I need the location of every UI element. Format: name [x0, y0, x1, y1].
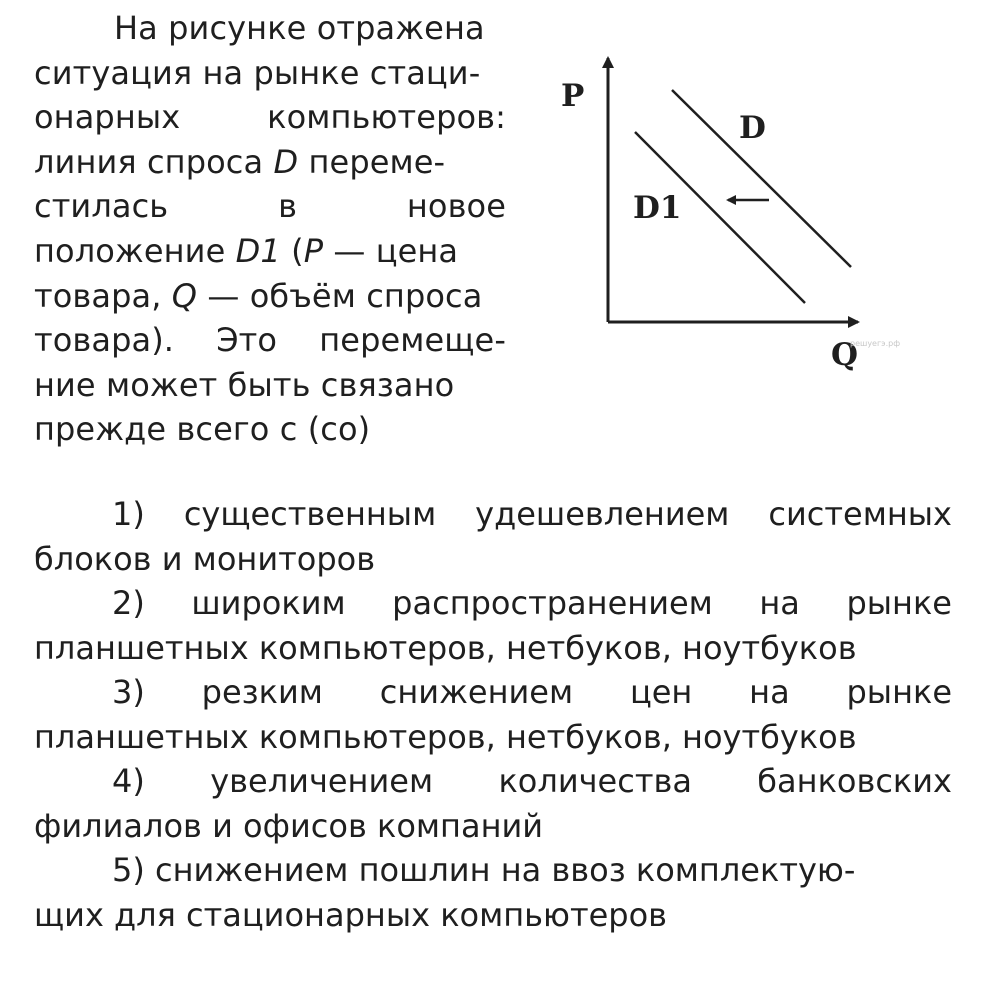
answer-segment: резким: [201, 673, 323, 711]
question-line: [34, 363, 506, 408]
question-line: [34, 51, 506, 96]
answer-segment: 1): [112, 495, 145, 533]
variable-d: D: [273, 142, 299, 181]
question-segment: ние может быть связано: [34, 365, 455, 404]
question-segment: — объём спроса: [197, 276, 483, 315]
answer-segment: распространением: [392, 584, 713, 622]
question-segment: прежде всего с (со): [34, 410, 371, 449]
answer-line: [34, 804, 952, 849]
question-segment: новое: [406, 187, 506, 226]
question-segment: положение: [34, 231, 236, 270]
question-segment: — цена: [323, 231, 459, 270]
question-line: [34, 274, 506, 319]
variable-p: P: [303, 231, 324, 270]
question-segment: товара,: [34, 276, 172, 315]
answer-segment: 2): [112, 584, 145, 622]
answer-segment: на: [749, 673, 790, 711]
curve-d-label: D: [739, 110, 766, 146]
answer-segment: цен: [629, 673, 693, 711]
question-line: [34, 229, 506, 274]
question-line: [34, 6, 506, 51]
answer-segment: рынке: [846, 673, 952, 711]
question-segment: перемеще-: [319, 321, 506, 360]
variable-q: Q: [171, 276, 198, 315]
answer-segment: щих для стационарных компьютеров: [34, 895, 668, 934]
answer-segment: удешевлением: [475, 495, 730, 533]
answer-line: [34, 848, 952, 893]
answer-segment: планшетных компьютеров, нетбуков, ноутбуков: [34, 628, 857, 667]
question-text: [34, 6, 506, 452]
variable-d1: D1: [235, 231, 281, 270]
answer-segment: 5) снижением пошлин на ввоз комплектую-: [112, 851, 856, 889]
demand-graph-svg: [545, 48, 925, 388]
answer-segment: существенным: [183, 495, 437, 533]
answer-segment: филиалов и офисов компаний: [34, 806, 544, 845]
question-segment: компьютеров:: [267, 98, 506, 137]
question-segment: Это: [216, 321, 278, 360]
answer-segment: планшетных компьютеров, нетбуков, ноутбуков: [34, 717, 857, 756]
watermark: решуегэ.рф: [850, 339, 901, 348]
answer-line: [34, 759, 952, 804]
question-segment: товара).: [34, 321, 175, 360]
question-line: [34, 407, 506, 452]
answer-segment: блоков и мониторов: [34, 539, 376, 578]
price-axis-label: P: [561, 78, 585, 114]
question-segment: ситуация на рынке стаци-: [34, 53, 481, 92]
answer-segment: количества: [498, 762, 692, 800]
question-segment: На рисунке отражена: [114, 9, 485, 47]
answer-line: [34, 537, 952, 582]
answer-line: [34, 670, 952, 715]
answer-line: [34, 893, 952, 938]
answer-segment: банковских: [757, 762, 952, 800]
answer-line: [34, 581, 952, 626]
answer-segment: увеличением: [210, 762, 434, 800]
question-line: [34, 184, 506, 229]
answer-segment: рынке: [846, 584, 952, 622]
question-segment: переме-: [298, 142, 446, 181]
answer-segment: снижением: [379, 673, 574, 711]
curve-d1-label: D1: [633, 190, 682, 226]
answer-line: [34, 492, 952, 537]
answer-segment: системных: [768, 495, 952, 533]
question-segment: стилась: [34, 187, 169, 226]
answer-line: [34, 715, 952, 760]
question-line: [34, 318, 506, 363]
answer-segment: 4): [112, 762, 145, 800]
question-line: [34, 95, 506, 140]
answer-options: [34, 492, 952, 937]
answer-segment: широким: [191, 584, 346, 622]
question-segment: в: [278, 187, 298, 226]
answer-segment: на: [759, 584, 800, 622]
answer-segment: 3): [112, 673, 145, 711]
question-segment: (: [280, 231, 304, 270]
question-segment: онарных: [34, 98, 181, 137]
demand-shift-diagram: [545, 48, 925, 388]
question-line: [34, 140, 506, 185]
answer-line: [34, 626, 952, 671]
question-segment: линия спроса: [34, 142, 274, 181]
quantity-axis-label: Q: [831, 337, 859, 373]
